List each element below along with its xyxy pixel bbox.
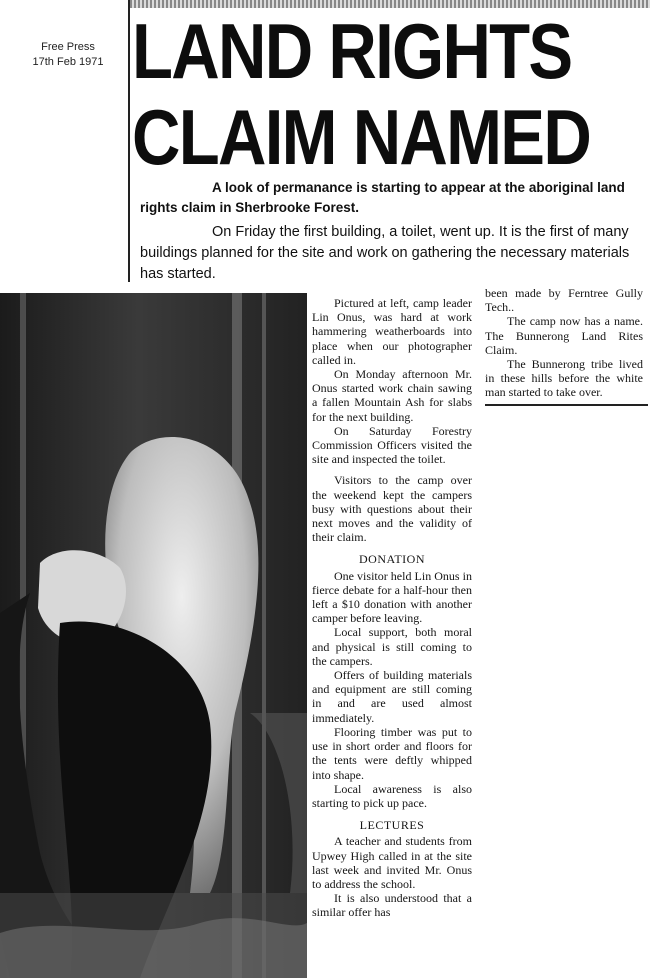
- lectures-paragraph: A teacher and students from Upwey High called in at the site last week and invited Mr. Onus to address the school.: [312, 834, 472, 891]
- column-a-paragraph: Visitors to the camp over the weekend kept the campers busy with questions about their next moves and the validity of their claim.: [312, 473, 472, 545]
- news-photo: [0, 293, 307, 978]
- article-end-rule: [485, 404, 648, 406]
- article-column-a: [312, 296, 472, 920]
- subhead-lectures: LECTURES: [359, 818, 425, 833]
- donation-paragraph: Flooring timber was put to use in short order and floors for the tents were deftly whipped into shape.: [312, 724, 472, 782]
- source-note: [18, 40, 118, 70]
- lead-paragraph: On Friday the first building, a toilet, went up. It is the first of many buildings planned for the site and work on gathering the necessary materials has started.: [140, 224, 630, 282]
- donation-paragraph: Local support, both moral and physical is still coming to the campers.: [312, 625, 472, 668]
- intro-paragraph: A look of permanance is starting to appear at the aboriginal land rights claim in Sherbrooke Forest.: [140, 180, 625, 215]
- lectures-paragraph: It is also understood that a similar offer has: [312, 891, 472, 920]
- column-divider: [128, 0, 130, 282]
- column-a-paragraph: On Saturday Forestry Commission Officers visited the site and inspected the toilet.: [312, 423, 472, 467]
- headline-line-1: LAND RIGHTS: [132, 7, 572, 95]
- column-b-paragraph: been made by Ferntree Gully Tech..: [485, 286, 643, 315]
- column-a-paragraph: On Monday afternoon Mr. Onus started work chain sawing a fallen Mountain Ash for slabs for the next building.: [312, 367, 472, 424]
- source-date: 17th Feb 1971: [32, 56, 104, 68]
- headline: [132, 7, 591, 181]
- headline-line-2: CLAIM NAMED: [132, 93, 591, 181]
- photo-figure-illustration: [0, 293, 307, 978]
- subhead-donation: DONATION: [359, 552, 425, 567]
- article-column-b: [485, 286, 643, 400]
- column-a-paragraph: Pictured at left, camp leader Lin Onus, was hard at work hammering weatherboards into place when our photographer called in.: [312, 296, 472, 367]
- column-b-paragraph: The camp now has a name. The Bunnerong Land Rites Claim.: [485, 314, 643, 357]
- source-publication: Free Press: [41, 41, 95, 53]
- donation-paragraph: Offers of building materials and equipment are still coming in and are used almost immediately.: [312, 668, 472, 725]
- column-b-paragraph: The Bunnerong tribe lived in these hills before the white man started to take over.: [485, 357, 643, 400]
- donation-paragraph: One visitor held Lin Onus in fierce debate for a half-hour then left a $10 donation with another camper before leaving.: [312, 568, 472, 626]
- donation-paragraph: Local awareness is also starting to pick up pace.: [312, 781, 472, 810]
